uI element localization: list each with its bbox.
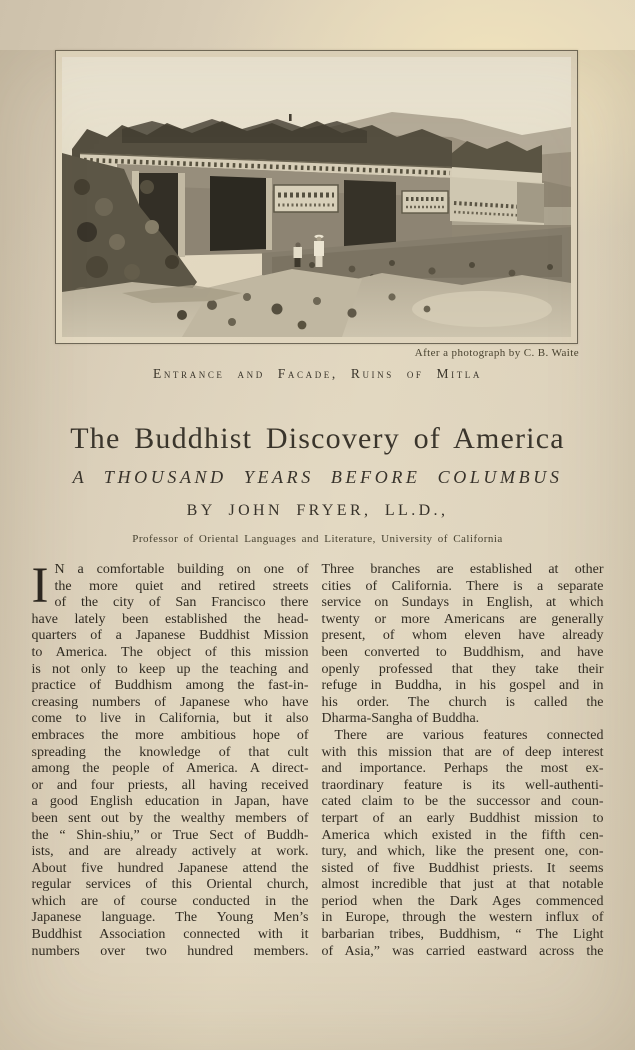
- text-line: cated claim to be the successor and coun-: [321, 794, 604, 810]
- article-photo-frame: [55, 50, 578, 344]
- text-line: which are of course conducted in the: [31, 893, 309, 909]
- text-line: period when the Dark Ages commenced: [321, 893, 604, 909]
- text-line: N a comfortable building on one of: [54, 562, 309, 577]
- photo-caption: Entrance and Facade, Ruins of Mitla: [152, 366, 482, 381]
- mitla-ruins-photograph: [62, 57, 571, 337]
- author-affiliation: Professor of Oriental Languages and Literature, University of California: [132, 533, 503, 545]
- text-line: refuge in Buddha, in his gospel and in: [321, 678, 604, 694]
- text-line: and importance. Perhaps the most ex-: [321, 761, 604, 777]
- article-subtitle: A THOUSAND YEARS BEFORE COLUMBUS: [72, 467, 563, 487]
- text-line: Three branches are established at other: [321, 562, 604, 577]
- text-line: of the city of San Francisco there: [54, 595, 309, 611]
- text-line: sisted of five Buddhist priests. It seems: [321, 860, 604, 876]
- text-line: twenty or more Americans are generally: [321, 611, 604, 627]
- text-line: ists, and are already actively at work.: [31, 844, 309, 860]
- article-byline: BY JOHN FRYER, LL.D.,: [186, 502, 449, 519]
- text-line: his order. The church is called the: [321, 694, 604, 710]
- text-line: Buddhist Association connected with it: [31, 927, 309, 943]
- text-line: been sent out by the wealthy members of: [31, 810, 309, 826]
- paragraph: [322, 728, 604, 960]
- text-line: America which existed in the fifth cen-: [321, 827, 604, 843]
- text-line: of Asia,” was carried eastward across the: [321, 943, 604, 959]
- text-line: There are various features connected: [334, 727, 604, 743]
- text-line: in Europe, through the western influx of: [321, 910, 604, 926]
- text-line: creasing numbers of Japanese who have: [31, 694, 309, 710]
- magazine-page: [0, 50, 635, 1050]
- text-line: traordinary feature is its well-authenti-: [321, 777, 604, 793]
- text-line: come to live in California, but it also: [31, 711, 309, 727]
- text-line: Japanese language. The Young Men’s: [31, 910, 309, 926]
- text-line: openly professed that they take their: [321, 661, 604, 677]
- text-line: barbarian tribes, Buddhism, “ The Light: [321, 927, 604, 943]
- text-line: numbers over two hundred members.: [31, 943, 309, 959]
- text-line: to America. The object of this mission: [31, 644, 309, 660]
- text-line: embraces the more ambitious hope of: [31, 727, 309, 743]
- text-line: or and four priests, all having received: [31, 777, 309, 793]
- text-line: spreading the knowledge of that cult: [31, 744, 309, 760]
- article-body: [31, 558, 604, 960]
- text-line: have lately been established the head-: [31, 611, 309, 627]
- paragraph: [322, 562, 604, 728]
- text-line: tury, and which, like the present one, con-: [321, 844, 604, 860]
- paragraph: [31, 558, 309, 960]
- text-line: among the people of America. A direct-: [31, 761, 309, 777]
- left-column: [31, 558, 309, 960]
- text-line: practice of Buddhism among the fast-in-: [31, 678, 309, 694]
- text-line: service on Sundays in English, at which: [321, 595, 604, 611]
- text-line: About five hundred Japanese attend the: [31, 860, 309, 876]
- text-line: almost incredible that just at that notable: [321, 877, 604, 893]
- text-line: quarters of a Japanese Buddhist Mission: [31, 628, 309, 644]
- text-line: regular services of this Oriental church,: [31, 877, 309, 893]
- text-line: is not only to keep up the teaching and: [31, 661, 309, 677]
- text-line: the “ Shin-shiu,” or True Sect of Buddh-: [31, 827, 309, 843]
- text-line: been converted to Buddhism, and have: [321, 644, 604, 660]
- text-line: with this mission that are of deep interest: [321, 744, 604, 760]
- right-column: [322, 562, 604, 960]
- photo-figure-on-wall: [289, 114, 292, 121]
- article-title: The Buddhist Discovery of America: [70, 422, 565, 455]
- dropcap-initial: I: [31, 558, 49, 614]
- text-line: terpart of an early Buddhist mission to: [321, 810, 604, 826]
- text-line: cities of California. There is a separate: [321, 578, 604, 594]
- text-line: the more quiet and retired streets: [54, 578, 309, 594]
- text-line: Dharma-Sangha of Buddha.: [321, 711, 480, 727]
- text-line: present, of whom eleven have already: [321, 628, 604, 644]
- photo-credit: After a photograph by C. B. Waite: [414, 347, 579, 359]
- text-line: a good English education in Japan, have: [31, 794, 309, 810]
- photo-ruin-right-wing: [450, 141, 544, 225]
